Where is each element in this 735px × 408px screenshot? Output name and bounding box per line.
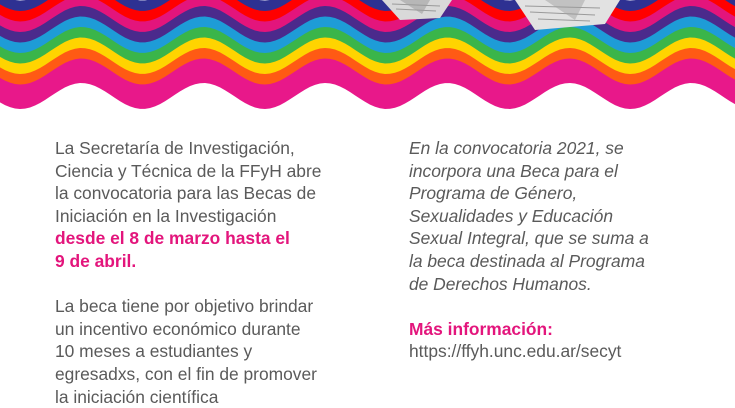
more-info-label: Más información: bbox=[409, 318, 553, 339]
intro-line: Iniciación en la Investigación bbox=[55, 205, 277, 226]
intro-line: La Secretaría de Investigación, bbox=[55, 138, 295, 158]
objective-line: 10 meses a estudiantes y bbox=[55, 341, 253, 362]
convocatoria-line: incorpora una Beca para el bbox=[409, 160, 618, 181]
dates-line: desde el 8 de marzo hasta el bbox=[55, 228, 290, 249]
convocatoria-line: Sexualidades y Educación bbox=[409, 205, 613, 226]
objective-line: La beca tiene por objetivo brindar bbox=[55, 296, 314, 317]
convocatoria-line: Programa de Género, bbox=[409, 183, 578, 204]
dates-line: 9 de abril. bbox=[55, 250, 137, 271]
more-info-url[interactable]: https://ffyh.unc.edu.ar/secyt bbox=[409, 341, 622, 362]
convocatoria-line: la beca destinada al Programa bbox=[409, 250, 645, 271]
objective-line: un incentivo económico durante bbox=[55, 318, 301, 339]
right-column bbox=[409, 137, 714, 363]
left-column bbox=[55, 137, 370, 408]
banner-waves bbox=[0, 0, 735, 118]
convocatoria-line: En la convocatoria 2021, se bbox=[409, 138, 624, 158]
intro-line: la convocatoria para las Becas de bbox=[55, 183, 317, 204]
objective-line: egresadxs, con el fin de promover bbox=[55, 363, 317, 384]
convocatoria-line: de Derechos Humanos. bbox=[409, 273, 592, 294]
convocatoria-line: Sexual Integral, que se suma a bbox=[409, 228, 649, 249]
objective-line: la iniciación científica bbox=[55, 386, 219, 407]
intro-line: Ciencia y Técnica de la FFyH abre bbox=[55, 160, 322, 181]
